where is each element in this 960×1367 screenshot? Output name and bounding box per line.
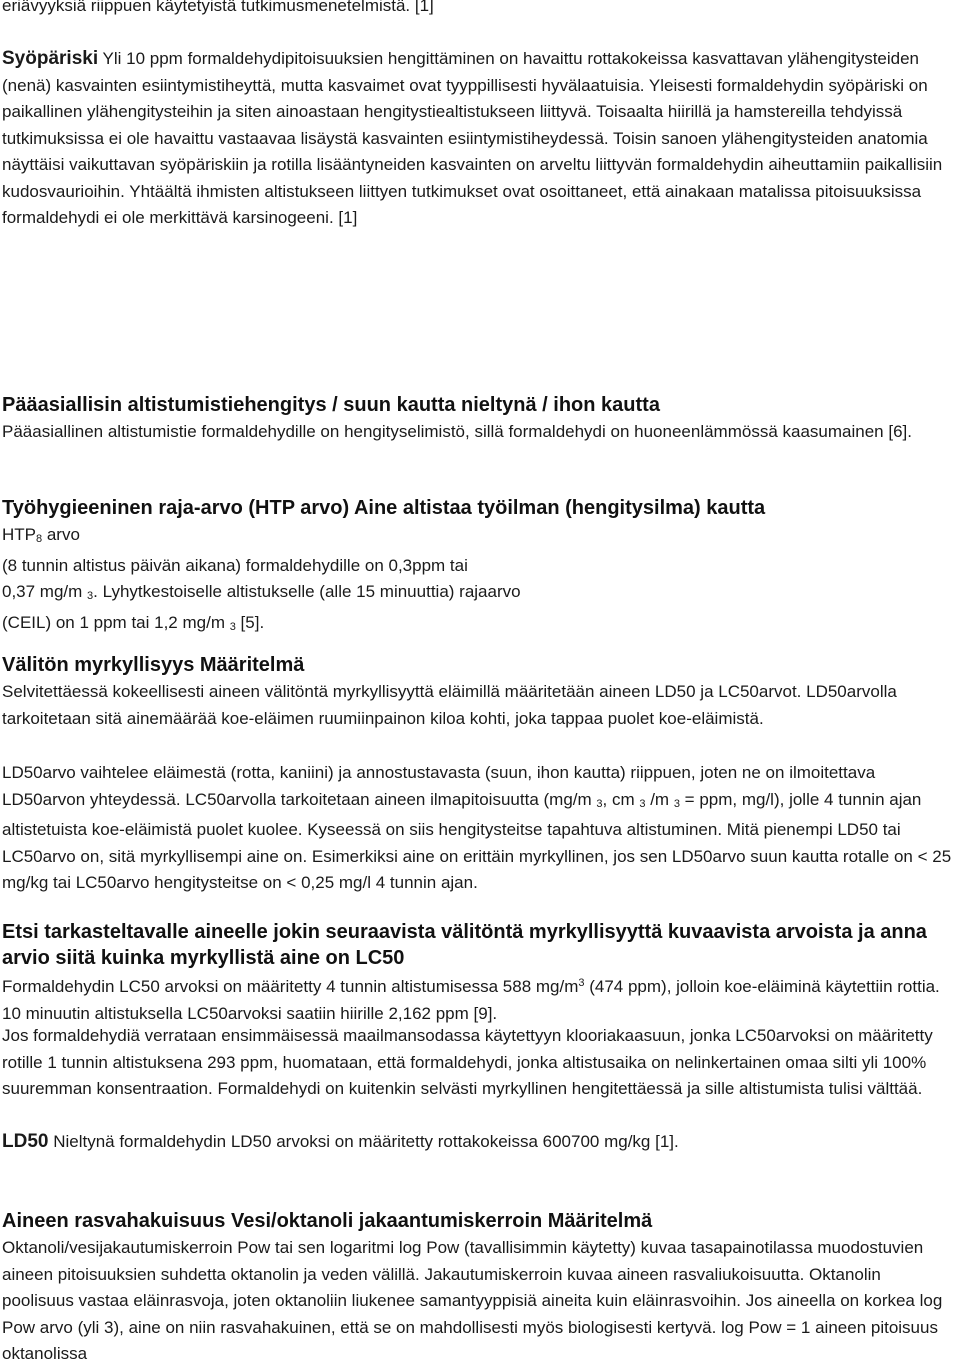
htp-line-1: HTP8 arvo <box>2 525 80 545</box>
lc50-paragraph-1: Formaldehydin LC50 arvoksi on määritetty 4 tunnin altistumisessa 588 $mg/m^3$ (474 ppm), jolloin koe-eläiminä käytettiin rottia. 10 minuutin altistuksella LC50arvoksi saatiin hiirille 2,162 ppm [9]. <box>2 977 940 1023</box>
exposure-heading: Pääasiallisin altistumistiehengitys / suun kautta nieltynä / ihon kautta <box>2 394 660 416</box>
htp-line-2: (8 tunnin altistus päivän aikana) formaldehydille on 0,3ppm tai <box>2 555 468 575</box>
toxicity-paragraph-2: LD50arvo vaihtelee eläimestä (rotta, kaniini) ja annostustavasta (suun, ihon kautta) riippuen, joten ne on ilmoitettava LD50arvon yhteydessä. LC50arvolla tarkoitetaan aineen ilmapitoisuutta (mg/m 3, cm 3 /m 3 = ppm, mg/l), jolle 4 tunnin ajan altistetuista koe-eläimistä puolet kuolee. Kyseessä on siis hengitysteitse tapahtuva altistuminen. Mitä pienempi LD50 tai LC50arvo on, sitä myrkyllisempi aine on. Esimerkiksi aine on erittäin myrkyllinen, jos sen LD50arvo suun kautta rotalle on < 25 mg/kg tai LC50arvo hengitysteitse on < 0,25 mg/l 4 tunnin ajan. <box>2 763 952 892</box>
cancer-risk-text: Yli 10 ppm formaldehydipitoisuuksien hengittäminen on havaittu rottakokeissa kasvattavan ylähengitysteiden (nenä) kasvainten esiintymistiheyttä, mutta kasvaimet ovat tyyppillisesti hyvälaatuisia. Yleisesti formaldehydin syöpäriski on paikallinen ylähengitysteihin ja siten ainoastaan hengitystiealtistukseen liittyvä. Toisaalta hiirillä ja hamstereilla tehdyissä tutkimuksissa ei ole havaittu vastaavaa lisäystä kasvainten esiintymistiheydessä. Toisin sanoen ylähengitysteiden anatomia näyttäisi vaikuttavan syöpäriskiin ja rotilla lisääntyneiden kasvainten on arveltu liittyvän formaldehydin aiheuttamiin paikallisiin kudosvaurioihin. Yhtäältä ihmisten altistukseen liittyen tutkimukset ovat osoittaneet, että ainakaan matalissa pitoisuuksissa formaldehydi ei ole merkittävä karsinogeeni. [1] <box>2 49 943 227</box>
lc50-heading: Etsi tarkasteltavalle aineelle jokin seuraavista välitöntä myrkyllisyyttä kuvaavista arvoista ja anna arvio siitä kuinka myrkyllistä aine on LC50 <box>2 921 927 969</box>
htp-value-block <box>2 522 954 640</box>
lipophilicity-heading: Aineen rasvahakuisuus Vesi/oktanoli jakaantumiskerroin Määritelmä <box>2 1210 653 1232</box>
cancer-risk-paragraph <box>2 46 954 232</box>
htp-line-4: (CEIL) on 1 ppm tai 1,2 mg/m 3 [5]. <box>2 612 265 633</box>
lipophilicity-paragraph: Oktanoli/vesijakautumiskerroin Pow tai sen logaritmi log Pow (tavallisimmin käytetty) kuvaa tasapainotilassa muodostuvien aineen pitoisuuksien suhdetta oktanolin ja veden välillä. Jakautumiskerroin kuvaa aineen rasvaliukoisuutta. Oktanolin poolisuus vastaa eläinrasvoja, joten oktanoliin liukenee samantyyppisiä aineita kuin eläinrasvoihin. Jos aineella on korkea log Pow arvo (yli 3), aine on niin rasvahakuinen, että se on mahdollisesti myös biologisesti kertyvä. log Pow = 1 aineen pitoisuus oktanolissa <box>2 1238 943 1363</box>
htp-line-3: 0,37 mg/m 3. Lyhytkestoiselle altistukselle (alle 15 minuuttia) rajaarvo <box>2 582 521 602</box>
ld50-paragraph: LD50 Nieltynä formaldehydin LD50 arvoksi on määritetty rottakokeissa 600700 mg/kg [1]. <box>2 1131 679 1152</box>
toxicity-paragraph-1: Selvitettäessä kokeellisesti aineen välitöntä myrkyllisyyttä eläimillä määritetään aineen LD50 ja LC50arvot. LD50arvolla tarkoitetaan sitä ainemäärää koe-eläimen ruumiinpainon kiloa kohti, joka tappaa puolet koe-eläimistä. <box>2 682 897 728</box>
intro-line: eriävyyksiä riippuen käytetyistä tutkimusmenetelmistä. [1] <box>2 0 434 15</box>
htp-heading: Työhygieeninen raja-arvo (HTP arvo) Aine altistaa työilman (hengitysilma) kautta <box>2 497 766 519</box>
lc50-paragraph-2: Jos formaldehydiä verrataan ensimmäisessä maailmansodassa käytettyyn klooriakaasuun, jonka LC50arvoksi on määritetty rotille 1 tunnin altistuksena 293 ppm, huomataan, että formaldehydi, jonka altistusaika on nelinkertainen omaa silti yli 100% suuremman konsentraation. Formaldehydi on kuitenkin selvästi myrkyllinen hengitettäessä ja sille altistumista tulisi välttää. <box>2 1026 933 1098</box>
ld50-lead: LD50 <box>2 1131 49 1152</box>
exposure-paragraph: Pääasiallinen altistumistie formaldehydille on hengityselimistö, sillä formaldehydi on huoneenlämmössä kaasumainen [6]. <box>2 422 912 441</box>
toxicity-heading: Välitön myrkyllisyys Määritelmä <box>2 654 305 676</box>
cancer-risk-lead: Syöpäriski <box>2 48 99 69</box>
